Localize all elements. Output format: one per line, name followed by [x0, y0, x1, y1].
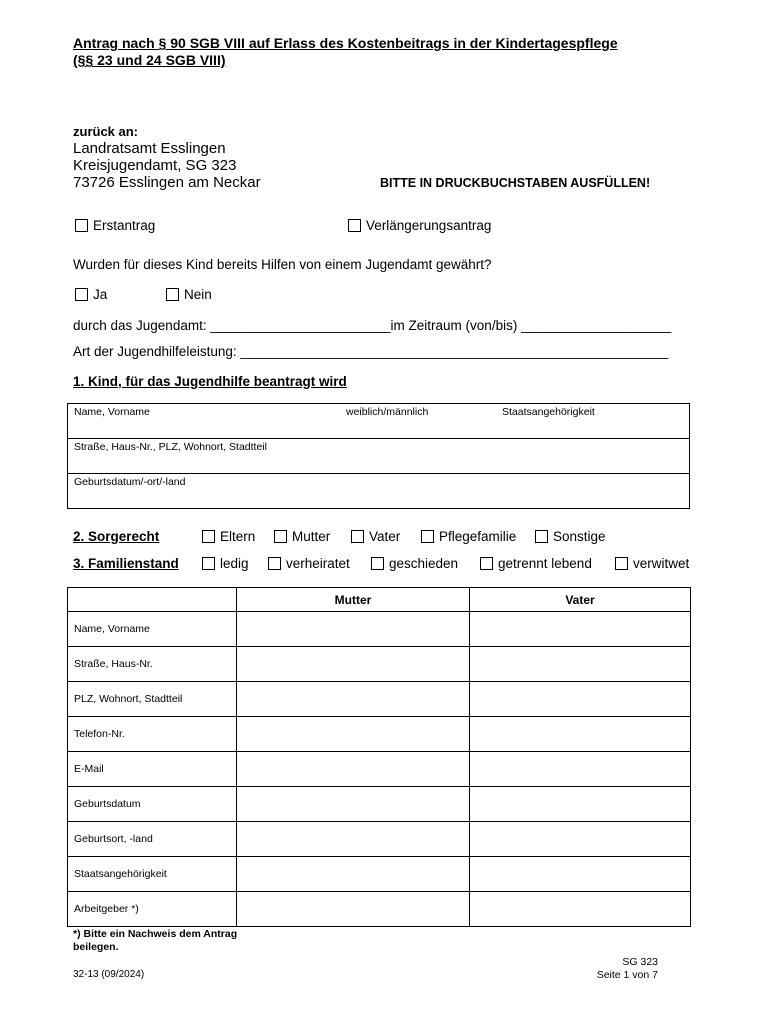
status-widowed-label: verwitwet — [633, 556, 690, 571]
mother-cell[interactable] — [237, 612, 470, 647]
parents-header-mother: Mutter — [237, 588, 470, 612]
option-yes[interactable] — [75, 287, 107, 302]
page-number: Seite 1 von 7 — [596, 969, 658, 981]
status-married-label: verheiratet — [286, 556, 350, 571]
aid-type-field[interactable]: _________________________________________________________ — [240, 344, 669, 359]
row-label: Geburtsort, -land — [68, 822, 237, 857]
father-cell[interactable] — [470, 822, 691, 857]
father-cell[interactable] — [470, 892, 691, 927]
mother-cell[interactable] — [237, 787, 470, 822]
custody-mother-label: Mutter — [292, 529, 331, 544]
checkbox-no[interactable] — [166, 288, 179, 301]
custody-option-father[interactable] — [351, 529, 400, 544]
child-row-address[interactable] — [68, 439, 690, 474]
custody-foster-label: Pflegefamilie — [439, 529, 517, 544]
checkbox-custody-father[interactable] — [351, 530, 364, 543]
row-label: Straße, Haus-Nr. — [68, 647, 237, 682]
youth-office-label: durch das Jugendamt: — [73, 318, 211, 333]
row-label: Geburtsdatum — [68, 787, 237, 822]
table-row — [68, 647, 691, 682]
parents-header-empty — [68, 588, 237, 612]
custody-option-parents[interactable] — [202, 529, 255, 544]
return-label: zurück an: — [73, 124, 139, 139]
table-row — [68, 752, 691, 787]
custody-option-foster[interactable] — [421, 529, 516, 544]
status-separated-label: getrennt lebend — [498, 556, 592, 571]
table-row — [68, 857, 691, 892]
father-cell[interactable] — [470, 787, 691, 822]
checkbox-extension-application[interactable] — [348, 219, 361, 232]
table-row — [68, 822, 691, 857]
period-field[interactable]: ____________________ — [521, 318, 672, 333]
mother-cell[interactable] — [237, 752, 470, 787]
return-address-line2: Kreisjugendamt, SG 323 — [73, 157, 237, 174]
section3-heading: 3. Familienstand — [73, 556, 179, 571]
status-single-label: ledig — [220, 556, 249, 571]
father-cell[interactable] — [470, 717, 691, 752]
child-gender-label: weiblich/männlich — [346, 406, 429, 418]
status-option-divorced[interactable] — [371, 556, 458, 571]
child-name-label: Name, Vorname — [74, 406, 150, 418]
mother-cell[interactable] — [237, 682, 470, 717]
father-cell[interactable] — [470, 682, 691, 717]
return-address-line3: 73726 Esslingen am Neckar — [73, 174, 261, 191]
father-cell[interactable] — [470, 647, 691, 682]
parents-header-father: Vater — [470, 588, 691, 612]
custody-other-label: Sonstige — [553, 529, 606, 544]
form-code: 32-13 (09/2024) — [73, 969, 145, 980]
print-notice: BITTE IN DRUCKBUCHSTABEN AUSFÜLLEN! — [380, 176, 651, 190]
option-no[interactable] — [166, 287, 212, 302]
checkbox-status-widowed[interactable] — [615, 557, 628, 570]
checkbox-status-divorced[interactable] — [371, 557, 384, 570]
father-cell[interactable] — [470, 857, 691, 892]
mother-cell[interactable] — [237, 857, 470, 892]
page-info — [597, 956, 658, 982]
prior-aid-question: Wurden für dieses Kind bereits Hilfen von einem Jugendamt gewährt? — [73, 257, 492, 272]
checkbox-status-single[interactable] — [202, 557, 215, 570]
row-label: Name, Vorname — [68, 612, 237, 647]
father-cell[interactable] — [470, 752, 691, 787]
checkbox-first-application[interactable] — [75, 219, 88, 232]
form-title-line2: (§§ 23 und 24 SGB VIII) — [73, 52, 226, 68]
child-row-name[interactable] — [68, 404, 690, 439]
table-row — [68, 612, 691, 647]
child-table — [67, 403, 690, 509]
row-label: PLZ, Wohnort, Stadtteil — [68, 682, 237, 717]
aid-type-line — [73, 344, 668, 359]
custody-option-mother[interactable] — [274, 529, 330, 544]
checkbox-custody-mother[interactable] — [274, 530, 287, 543]
mother-cell[interactable] — [237, 892, 470, 927]
table-row — [68, 892, 691, 927]
status-option-married[interactable] — [268, 556, 350, 571]
checkbox-status-married[interactable] — [268, 557, 281, 570]
first-application-label: Erstantrag — [93, 218, 156, 233]
footnote: *) Bitte ein Nachweis dem Antrag beilegen. — [73, 928, 238, 953]
extension-application-label: Verlängerungsantrag — [366, 218, 492, 233]
form-title-line1: Antrag nach § 90 SGB VIII auf Erlass des Kostenbeitrags in der Kindertagespflege — [73, 35, 618, 51]
parents-table — [67, 587, 691, 927]
mother-cell[interactable] — [237, 717, 470, 752]
row-label: E-Mail — [68, 752, 237, 787]
checkbox-status-separated[interactable] — [480, 557, 493, 570]
status-divorced-label: geschieden — [389, 556, 459, 571]
period-label: im Zeitraum (von/bis) — [390, 318, 522, 333]
child-birth-label: Geburtsdatum/-ort/-land — [74, 476, 186, 488]
child-address-label: Straße, Haus-Nr., PLZ, Wohnort, Stadtteil — [74, 441, 267, 453]
table-row — [68, 787, 691, 822]
table-row — [68, 717, 691, 752]
checkbox-custody-other[interactable] — [535, 530, 548, 543]
row-label: Telefon-Nr. — [68, 717, 237, 752]
child-row-birth[interactable] — [68, 474, 690, 509]
form-title — [73, 35, 618, 69]
yes-label: Ja — [93, 287, 108, 302]
status-option-separated[interactable] — [480, 556, 592, 571]
no-label: Nein — [184, 287, 212, 302]
return-address-line1: Landratsamt Esslingen — [73, 140, 226, 157]
section1-heading: 1. Kind, für das Jugendhilfe beantragt wird — [73, 374, 347, 389]
status-option-widowed[interactable] — [615, 556, 689, 571]
parents-header-row — [68, 588, 691, 612]
checkbox-custody-foster[interactable] — [421, 530, 434, 543]
custody-father-label: Vater — [369, 529, 401, 544]
child-nationality-label: Staatsangehörigkeit — [502, 406, 595, 418]
section2-heading: 2. Sorgerecht — [73, 529, 160, 544]
checkbox-yes[interactable] — [75, 288, 88, 301]
status-option-single[interactable] — [202, 556, 249, 571]
youth-office-field[interactable]: ________________________ — [210, 318, 391, 333]
mother-cell[interactable] — [237, 647, 470, 682]
mother-cell[interactable] — [237, 822, 470, 857]
custody-parents-label: Eltern — [220, 529, 256, 544]
father-cell[interactable] — [470, 612, 691, 647]
row-label: Arbeitgeber *) — [68, 892, 237, 927]
youth-office-line — [73, 318, 671, 333]
checkbox-custody-parents[interactable] — [202, 530, 215, 543]
row-label: Staatsangehörigkeit — [68, 857, 237, 892]
custody-option-other[interactable] — [535, 529, 606, 544]
option-first-application[interactable] — [75, 218, 155, 233]
office-code: SG 323 — [622, 956, 658, 968]
aid-type-label: Art der Jugendhilfeleistung: — [73, 344, 241, 359]
option-extension-application[interactable] — [348, 218, 491, 233]
table-row — [68, 682, 691, 717]
